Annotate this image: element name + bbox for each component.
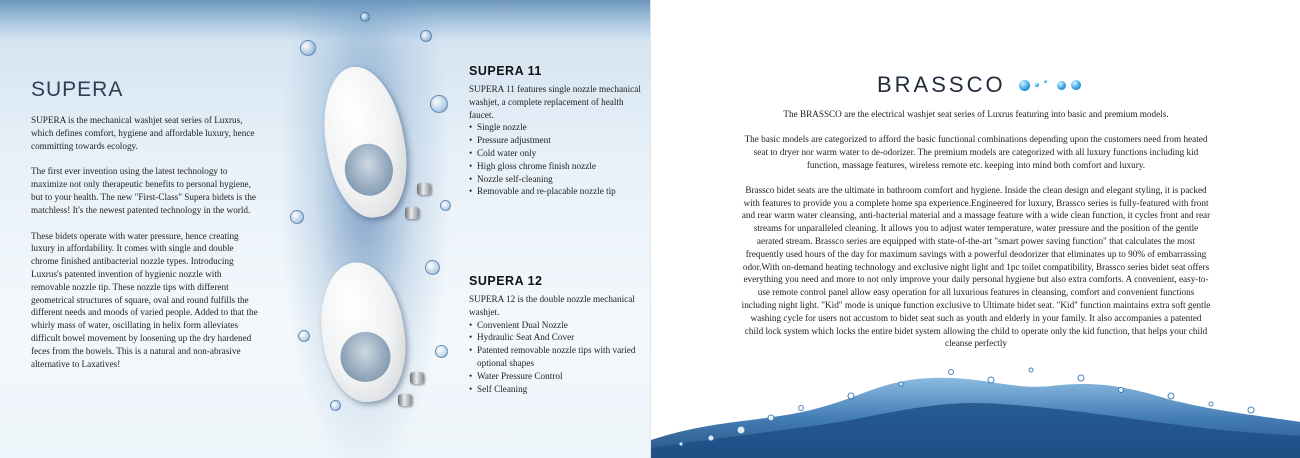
- supera12-details: [469, 293, 644, 395]
- intro-paragraph: SUPERA is the mechanical washjet seat series of Luxrus, which defines comfort, hygiene and affordable luxury, hence committing towards ecology.: [31, 115, 255, 151]
- water-droplets-icon: [1019, 80, 1081, 91]
- brassco-header: [877, 72, 1081, 98]
- supera11-feature-list: [469, 121, 644, 198]
- supera12-feature-list: [469, 319, 644, 396]
- brassco-paragraph: The BRASSCO are the electrical washjet seat series of Luxrus featuring into basic and premium models.: [783, 109, 1169, 119]
- nozzle-tip-image: [398, 394, 412, 406]
- supera12-description: SUPERA 12 is the double nozzle mechanical washjet.: [469, 294, 635, 317]
- feature-item: • Removable and re-placable nozzle tip: [469, 185, 644, 198]
- page-title: BRASSCO: [877, 72, 1006, 97]
- brassco-paragraph: Brassco bidet seats are the ultimate in bathroom comfort and hygiene. Inside the clean design and elegant styling, it is packed with features to provide you a complete home spa experience.Engineered for luxury, Brassco series is fully-featured with front and rear warm water cleansing, anti-bacterial material and a massage feature with a wide clean function, it cycles front and rear streams for unparalleled cleaning. It allows you to adjust water temperature, water pressure and the position of the gentle aerated stream. Brassco series are equipped with state-of-the-art "smart power saving function" that calculates the most frequently used hours of the day for maximum savings with a powerful deodorizer that eliminates up to 90% of embarrassing odor.With on-demand heating technology and exclusive night light and 1pc toilet compatibility, Brassco series bidet seat offers everything you need and more to not only improve your daily personal hygiene but also extra comforts. A convenient, easy-to-use remote control panel allow easy operation for all luxurious features in cleansing, comfort and convenient functions including night light. "Kid" mode is unique function exclusive to Ultimate bidet seat. "Kid" function maintains extra soft gentle washing cycle for users not accustom to bidet seat such as youth and elderly in your family. It also accompanies a patented child lock system which locks the entire bidet system allowing the child to operate only the kid function, that helps your child cleanse perfectly: [741, 184, 1211, 349]
- feature-item: • Convenient Dual Nozzle: [469, 319, 644, 332]
- brassco-page: [650, 0, 1300, 458]
- intro-paragraph: The first ever invention using the latest technology to maximize not only therapeutic benefits to personal hygiene, but to your health. The new "First-Class" Supera bidets is the matchless! It's the newest patented technology in the world.: [31, 166, 256, 215]
- brassco-description: [741, 108, 1211, 362]
- supera12-heading: SUPERA 12: [469, 274, 543, 288]
- feature-item: • Patented removable nozzle tips with varied optional shapes: [469, 344, 644, 370]
- feature-item: • Self Cleaning: [469, 383, 644, 396]
- supera11-details: [469, 83, 644, 198]
- nozzle-tip-image: [417, 183, 431, 195]
- feature-item: • Water Pressure Control: [469, 370, 644, 383]
- feature-item: • Pressure adjustment: [469, 134, 644, 147]
- nozzle-tip-image: [405, 207, 419, 219]
- feature-item: • Nozzle self-cleaning: [469, 173, 644, 186]
- water-wave-image: [651, 360, 1300, 458]
- nozzle-tip-image: [410, 372, 424, 384]
- supera11-heading: SUPERA 11: [469, 64, 542, 78]
- feature-item: • Cold water only: [469, 147, 644, 160]
- feature-item: • Hydraulic Seat And Cover: [469, 331, 644, 344]
- page-title: SUPERA: [31, 78, 124, 101]
- feature-item: • Single nozzle: [469, 121, 644, 134]
- supera-intro: [31, 114, 261, 383]
- intro-paragraph: These bidets operate with water pressure, hence creating luxury in affordability. It comes with single and double chrome finished antibacterial nozzle types. Introducing Luxrus's patented invention of hygienic nozzle with removable nozzle tip. These nozzle tips with different geometrical structures of square, oval and round fulfills the different needs and moods of varied people. Added to that the whirly mass of water, oscillating in helix form alleviates difficult bowel movement by loosening up the dry hardened feces from the bowels. This is a natural and non-abrasive alternative to Laxatives!: [31, 230, 258, 369]
- brassco-paragraph: The basic models are categorized to afford the basic functional combinations depending upon the customers need from heated seat to dryer nor warm water to de-odorizer. The premium models are categorized with all luxury functions including kid function, massage features, wireless remote etc. keeping into mind both comfort and luxury.: [744, 134, 1208, 170]
- supera11-description: SUPERA 11 features single nozzle mechanical washjet, a complete replacement of health faucet.: [469, 84, 641, 120]
- feature-item: • High gloss chrome finish nozzle: [469, 160, 644, 173]
